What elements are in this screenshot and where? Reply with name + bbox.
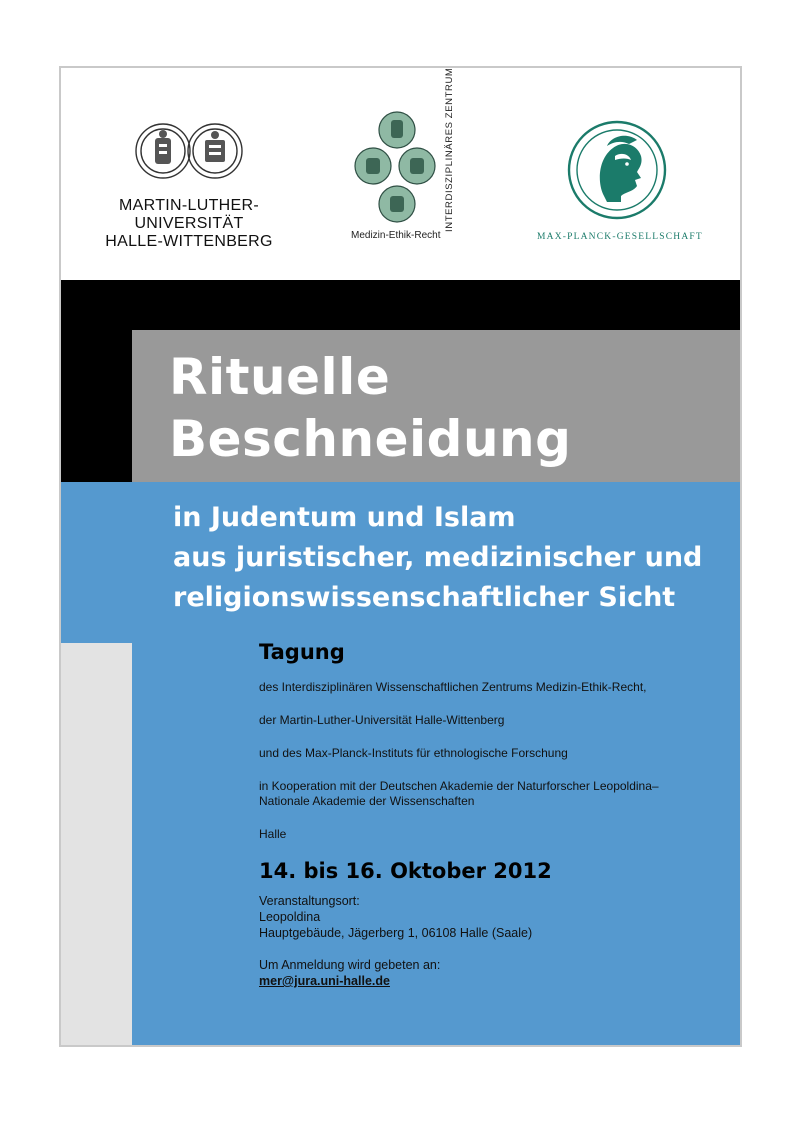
registration-email-link[interactable]: mer@jura.uni-halle.de	[259, 974, 390, 988]
mer-vertical-text: INTERDISZIPLINÄRES ZENTRUM	[444, 67, 455, 232]
mer-logo	[351, 67, 461, 248]
venue-name: Leopoldina	[259, 910, 321, 924]
organizer-line: in Kooperation mit der Deutschen Akademie der Naturforscher Leopoldina–	[259, 779, 659, 793]
poster	[59, 66, 742, 1047]
poster-subtitle	[173, 498, 733, 618]
subtitle-line1: in Judentum und Islam	[173, 502, 516, 533]
event-details	[259, 640, 729, 989]
minerva-head-icon	[567, 116, 667, 224]
mer-caption: Medizin-Ethik-Recht	[351, 230, 441, 241]
venue-label: Veranstaltungsort:	[259, 894, 360, 908]
organizer-line: des Interdisziplinären Wissenschaftlichen Zentrums Medizin-Ethik-Recht,	[259, 680, 647, 694]
title-line1: Rituelle	[169, 348, 391, 406]
subtitle-line2: aus juristischer, medizinischer und	[173, 542, 703, 573]
organizer-line: und des Max-Planck-Instituts für ethnologische Forschung	[259, 746, 568, 760]
organizer-line: der Martin-Luther-Universität Halle-Wittenberg	[259, 713, 505, 727]
organizer-city: Halle	[259, 827, 287, 841]
organizer-line: Nationale Akademie der Wissenschaften	[259, 794, 475, 808]
event-date: 14. bis 16. Oktober 2012	[259, 859, 552, 883]
mpg-logo	[537, 116, 703, 242]
light-grey-panel	[61, 643, 132, 1047]
mpg-name: MAX-PLANCK-GESELLSCHAFT	[537, 232, 703, 242]
medallions-icon	[351, 108, 443, 228]
mlu-name-line3: HALLE-WITTENBERG	[105, 233, 273, 250]
event-type: Tagung	[259, 640, 345, 664]
mlu-logo	[99, 118, 279, 251]
mlu-name-line2: UNIVERSITÄT	[134, 215, 244, 232]
registration-label: Um Anmeldung wird gebeten an:	[259, 958, 441, 972]
poster-title	[169, 346, 729, 470]
venue-address: Hauptgebäude, Jägerberg 1, 06108 Halle (Saale)	[259, 926, 533, 940]
subtitle-line3: religionswissenschaftlicher Sicht	[173, 582, 676, 613]
university-seals-icon	[99, 118, 279, 184]
mlu-name-line1: MARTIN-LUTHER-	[119, 197, 259, 214]
title-line2: Beschneidung	[169, 410, 572, 468]
